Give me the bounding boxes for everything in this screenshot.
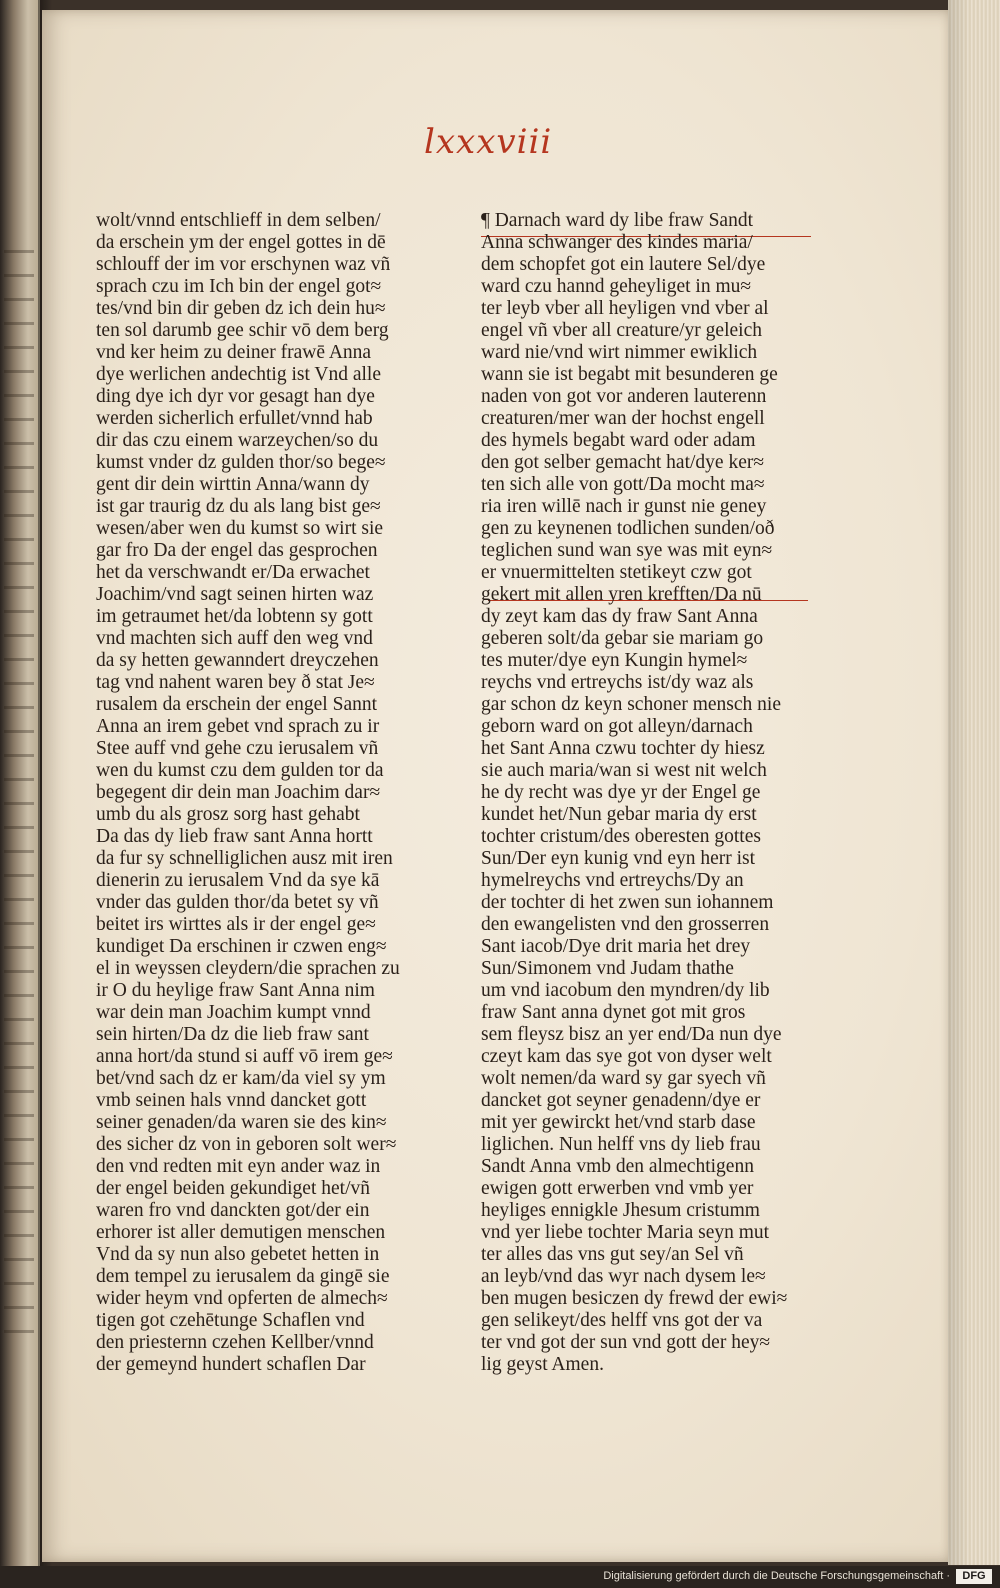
text-line: reychs vnd ertreychs ist/dy waz als — [481, 672, 754, 693]
text-line: seiner genaden/da waren sie des kin≈ — [96, 1112, 387, 1133]
text-line: wesen/aber wen du kumst so wirt sie — [96, 518, 384, 539]
page-stack-edges — [948, 0, 1000, 1565]
text-line: ter alles das vns gut sey/an Sel vñ — [481, 1244, 744, 1265]
text-line: da fur sy schnelliglichen ausz mit iren — [96, 848, 393, 869]
text-line: ben mugen besiczen dy frewd der ewi≈ — [481, 1288, 788, 1309]
text-line: fraw Sant anna dynet got mit gros — [481, 1002, 746, 1023]
text-line: dancket got seyner genadenn/dye er — [481, 1090, 761, 1111]
text-line: er vnuermittelten stetikeyt czw got — [481, 562, 752, 583]
text-line: der tochter di het zwen sun iohannem — [481, 892, 774, 913]
text-line: ir O du heylige fraw Sant Anna nim — [96, 980, 375, 1001]
text-line: anna hort/da stund si auff vō irem ge≈ — [96, 1046, 393, 1067]
text-line: vnd yer liebe tochter Maria seyn mut — [481, 1222, 770, 1243]
text-line: tes/vnd bin dir geben dz ich dein hu≈ — [96, 298, 386, 319]
text-line: Sant iacob/Dye drit maria het drey — [481, 936, 751, 957]
text-line: wolt nemen/da ward sy gar syech vñ — [481, 1068, 766, 1089]
text-line: vnder das gulden thor/da betet sy vñ — [96, 892, 379, 913]
text-line: ward nie/vnd wirt nimmer ewiklich — [481, 342, 758, 363]
text-line: ding dye ich dyr vor gesagt han dye — [96, 386, 375, 407]
text-line: begegent dir dein man Joachim dar≈ — [96, 782, 381, 803]
text-line: ten sich alle von gott/Da mocht ma≈ — [481, 474, 765, 495]
text-line: sem fleysz bisz an yer end/Da nun dye — [481, 1024, 782, 1045]
text-line: ter leyb vber all heyligen vnd vber al — [481, 298, 769, 319]
text-line: he dy recht was dye yr der Engel ge — [481, 782, 761, 803]
text-line: beitet irs wirttes als ir der engel ge≈ — [96, 914, 376, 935]
text-line: kundet het/Nun gebar maria dy erst — [481, 804, 757, 825]
text-line: dienerin zu ierusalem Vnd da sye kā — [96, 870, 380, 891]
text-line: der gemeynd hundert schaflen Dar — [96, 1354, 366, 1375]
text-line: naden von got vor anderen lauterenn — [481, 386, 767, 407]
text-line: tigen got czehētunge Schaflen vnd — [96, 1310, 365, 1331]
text-line: da erschein ym der engel gottes in dē — [96, 232, 386, 253]
text-line: ist gar traurig dz du als lang bist ge≈ — [96, 496, 381, 517]
text-line: tochter cristum/des oberesten gottes — [481, 826, 761, 847]
text-line: ten sol darumb gee schir vō dem berg — [96, 320, 389, 341]
text-line: gen selikeyt/des helff vns got der va — [481, 1310, 763, 1331]
text-line: an leyb/vnd das wyr nach dysem le≈ — [481, 1266, 766, 1287]
text-line: geberen solt/da gebar sie mariam go — [481, 628, 764, 649]
funding-note: Digitalisierung gefördert durch die Deutsche Forschungsgemeinschaft · — [603, 1570, 950, 1582]
text-line: het da verschwandt er/Da erwachet — [96, 562, 370, 583]
text-line: umb du als grosz sorg hast gehabt — [96, 804, 360, 825]
text-line: erhorer ist aller demutigen menschen — [96, 1222, 386, 1243]
text-line: schlouff der im vor erschynen waz vñ — [96, 254, 391, 275]
text-line: engel vñ vber all creature/yr geleich — [481, 320, 762, 341]
text-line: gen zu keynenen todlichen sunden/oð — [481, 518, 775, 539]
text-line: Stee auff vnd gehe czu ierusalem vñ — [96, 738, 379, 759]
text-line: tag vnd nahent waren bey ð stat Je≈ — [96, 672, 375, 693]
text-line: da sy hetten gewanndert dreyczehen — [96, 650, 379, 671]
text-line: im getraumet het/da lobtenn sy gott — [96, 606, 373, 627]
text-line: Anna schwanger des kindes maria/ — [481, 232, 753, 253]
text-line: czeyt kam das sye got von dyser welt — [481, 1046, 772, 1067]
text-line: wann sie ist begabt mit besunderen ge — [481, 364, 778, 385]
text-line: sie auch maria/wan si west nit welch — [481, 760, 767, 781]
text-line: den ewangelisten vnd den grosserren — [481, 914, 770, 935]
text-line: ¶ Darnach ward dy libe fraw Sandt — [481, 210, 753, 231]
text-line: el in weyssen cleydern/die sprachen zu — [96, 958, 400, 979]
text-line: dem schopfet got ein lautere Sel/dye — [481, 254, 766, 275]
previous-page-edge — [0, 0, 40, 1588]
text-line: dem tempel zu ierusalem da gingē sie — [96, 1266, 390, 1287]
text-line: vnd ker heim zu deiner frawē Anna — [96, 342, 372, 363]
text-line: gekert mit allen yren krefften/Da nū — [481, 584, 762, 605]
text-line: mit yer gewirckt het/vnd starb dase — [481, 1112, 756, 1133]
text-line: ria iren willē nach ir gunst nie geney — [481, 496, 767, 517]
text-line: sein hirten/Da dz die lieb fraw sant — [96, 1024, 369, 1045]
previous-page-text — [4, 250, 34, 1350]
text-line: des sicher dz von in geboren solt wer≈ — [96, 1134, 397, 1155]
text-line: des hymels begabt ward oder adam — [481, 430, 756, 451]
text-line: Vnd da sy nun also gebetet hetten in — [96, 1244, 380, 1265]
text-line: Joachim/vnd sagt seinen hirten waz — [96, 584, 374, 605]
text-line: liglichen. Nun helff vns dy lieb frau — [481, 1134, 761, 1155]
text-line: der engel beiden gekundiget het/vñ — [96, 1178, 370, 1199]
text-line: teglichen sund wan sye was mit eyn≈ — [481, 540, 773, 561]
text-line: um vnd iacobum den myndren/dy lib — [481, 980, 770, 1001]
text-line: wider heym vnd opferten de almech≈ — [96, 1288, 388, 1309]
text-line: gent dir dein wirttin Anna/wann dy — [96, 474, 370, 495]
text-line: Da das dy lieb fraw sant Anna hortt — [96, 826, 373, 847]
text-line: war dein man Joachim kumpt vnnd — [96, 1002, 371, 1023]
text-line: Anna an irem gebet vnd sprach zu ir — [96, 716, 380, 737]
text-line: ward czu hannd geheyliget in mu≈ — [481, 276, 752, 297]
text-line: gar schon dz keyn schoner mensch nie — [481, 694, 781, 715]
text-line: geborn ward on got alleyn/darnach — [481, 716, 753, 737]
text-line: vmb seinen hals vnnd dancket gott — [96, 1090, 367, 1111]
text-line: sprach czu im Ich bin der engel got≈ — [96, 276, 382, 297]
text-line: gar fro Da der engel das gesprochen — [96, 540, 378, 561]
text-line: waren fro vnd danckten got/der ein — [96, 1200, 370, 1221]
dfg-logo: DFG — [956, 1569, 992, 1584]
text-line: den vnd redten mit eyn ander waz in — [96, 1156, 381, 1177]
text-line: rusalem da erschein der engel Sannt — [96, 694, 378, 715]
text-line: ewigen gott erwerben vnd vmb yer — [481, 1178, 754, 1199]
text-line: heyliges ennigkle Jhesum cristumm — [481, 1200, 760, 1221]
text-line: den priesternn czehen Kellber/vnnd — [96, 1332, 374, 1353]
text-line: tes muter/dye eyn Kungin hymel≈ — [481, 650, 748, 671]
footer-bar — [0, 1566, 1000, 1588]
left-text-column — [96, 210, 436, 1376]
text-line: dye werlichen andechtig ist Vnd alle — [96, 364, 382, 385]
text-line: wolt/vnnd entschlieff in dem selben/ — [96, 210, 381, 231]
text-line: ter vnd got der sun vnd gott der hey≈ — [481, 1332, 771, 1353]
text-line: lig geyst Amen. — [481, 1354, 604, 1375]
text-line: wen du kumst czu dem gulden tor da — [96, 760, 384, 781]
text-line: vnd machten sich auff den weg vnd — [96, 628, 373, 649]
text-line: den got selber gemacht hat/dye ker≈ — [481, 452, 765, 473]
text-line: het Sant Anna czwu tochter dy hiesz — [481, 738, 765, 759]
text-line: Sandt Anna vmb den almechtigenn — [481, 1156, 754, 1177]
text-line: creaturen/mer wan der hochst engell — [481, 408, 765, 429]
folio-number: lxxxviii — [424, 122, 553, 162]
text-line: kumst vnder dz gulden thor/so bege≈ — [96, 452, 386, 473]
text-line: werden sicherlich erfullet/vnnd hab — [96, 408, 373, 429]
text-line: dy zeyt kam das dy fraw Sant Anna — [481, 606, 758, 627]
text-line: Sun/Simonem vnd Judam thathe — [481, 958, 734, 979]
text-line: kundiget Da erschinen ir czwen eng≈ — [96, 936, 387, 957]
text-line: dir das czu einem warzeychen/so du — [96, 430, 379, 451]
text-line: bet/vnd sach dz er kam/da viel sy ym — [96, 1068, 386, 1089]
text-line: Sun/Der eyn kunig vnd eyn herr ist — [481, 848, 756, 869]
right-text-column — [481, 210, 821, 1376]
text-line: hymelreychs vnd ertreychs/Dy an — [481, 870, 744, 891]
